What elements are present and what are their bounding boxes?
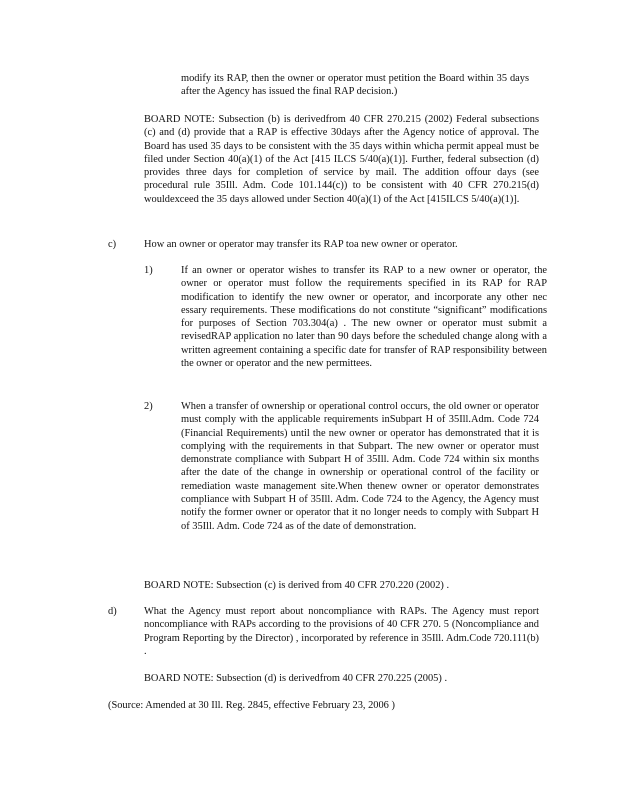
subsection-d-text: What the Agency must report about noncompliance with RAPs. The Agency must report noncompliance with RAPs according to the provisions of 40 CFR 270. 5 (Noncompliance and Program Reporting by the Director) , incorporated by reference in 35Ill. Adm.Code 720.111(b) .	[144, 606, 539, 657]
item-c2-text: When a transfer of ownership or operational control occurs, the old owner or operator must comply with the applicable requirements inSubpart H of 35Ill.Adm. Code 724 (Financial Requirements) until the new owner or operator has demonstrated that it is complying with the requirements in that Subpart. The new owner or operator must demonstrate compliance with Subpart H of 35Ill. Adm. Code 724 within six months after the date of the change in ownership or operational control of the facility or remediation waste management site.When thenew owner or operator demonstrates compliance with Subpart H of 35Ill. Adm. Code 724 to the Agency, the Agency must notify the former owner or operator that it no longer needs to comply with Subpart H of 35Ill. Adm. Code 724 as of the date of demonstration.	[181, 401, 539, 532]
board-note-subsection-d: BOARD NOTE: Subsection (d) is derivedfrom 40 CFR 270.225 (2005) .	[144, 673, 448, 684]
board-note-subsection-c: BOARD NOTE: Subsection (c) is derived from 40 CFR 270.220 (2002) .	[144, 580, 450, 591]
item-c1-label: 1)	[144, 265, 153, 276]
item-c1-text: If an owner or operator wishes to transfer its RAP to a new owner or operator, the owner or operator must follow the requirements specified in its RAP for RAP modification to identify the new owner or operator, and incorporate any other nec essary requirements. These modifications do not constitute “significant” modifications for purposes of Section 703.304(a) . The new owner or operator must submit a revisedRAP application no later than 90 days before the scheduled change along with a written agreement containing a specific date for transfer of RAP responsibility between the owner or operator and the new permittees.	[181, 265, 547, 370]
board-note-subsection-b: BOARD NOTE: Subsection (b) is derivedfrom 40 CFR 270.215 (2002) Federal subsections (c) and (d) provide that a RAP is effective 30days after the Agency notice of approval. The Board has used 35 days to be consistent with the 35 days within whicha permit appeal must be filed under Section 40(a)(1) of the Act [415 ILCS 5/40(a)(1)]. Further, federal subsection (d) provides three days for completion of service by mail. The addition offour days (see procedural rule 35Ill. Adm. Code 101.144(c)) to be consistent with 40 CFR 270.215(d) wouldexceed the 35 days allowed under Section 40(a)(1) of the Act [415ILCS 5/40(a)(1)].	[144, 114, 539, 205]
source-note: (Source: Amended at 30 Ill. Reg. 2845, effective February 23, 2006 )	[108, 700, 395, 711]
item-c2-label: 2)	[144, 401, 153, 412]
subsection-c-heading: How an owner or operator may transfer its RAP toa new owner or operator.	[144, 239, 458, 250]
subsection-c-label: c)	[108, 239, 117, 250]
subsection-d-label: d)	[108, 606, 117, 617]
continued-paragraph: modify its RAP, then the owner or operator must petition the Board within 35 days after the Agency has issued the final RAP decision.)	[181, 73, 529, 98]
